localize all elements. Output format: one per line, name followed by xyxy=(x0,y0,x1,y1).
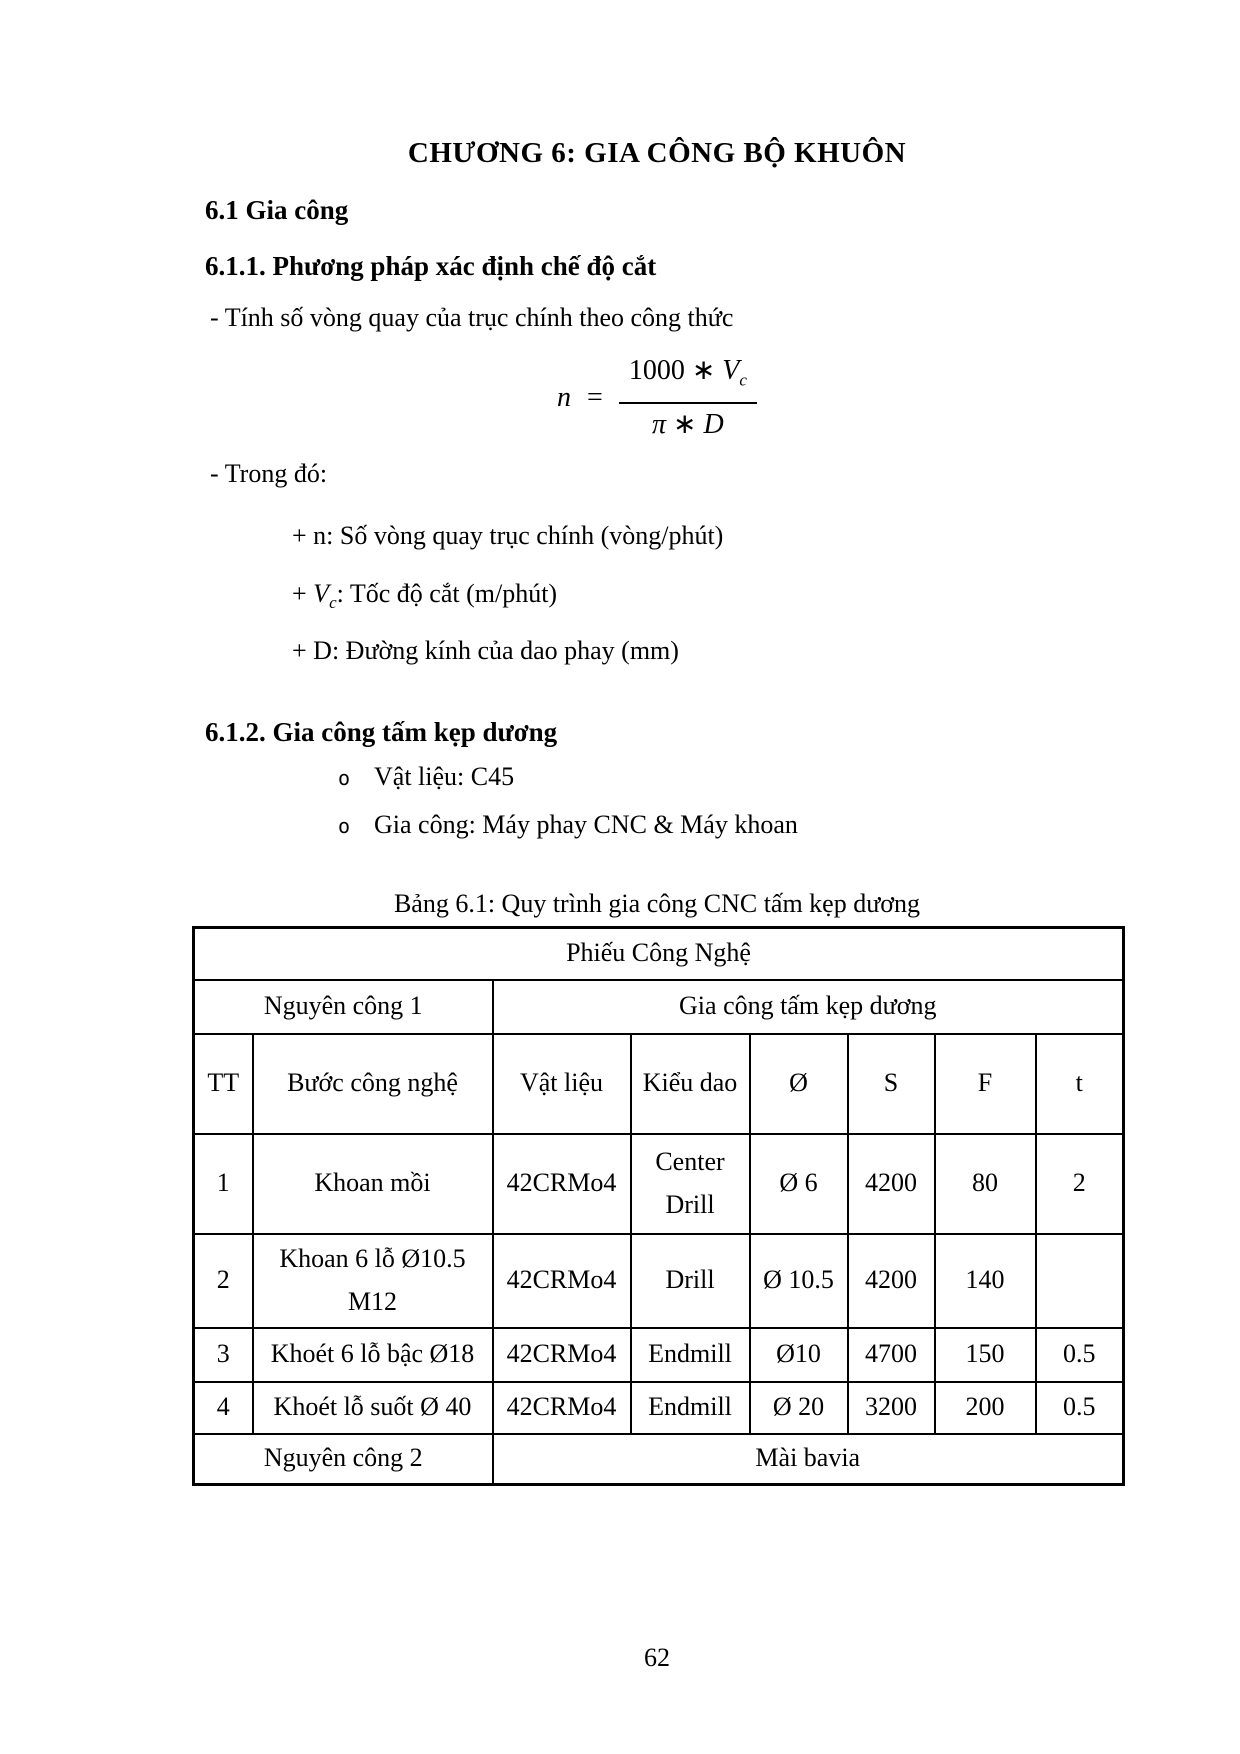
cell-t: 2 xyxy=(1036,1134,1124,1234)
circle-bullet-icon: o xyxy=(338,813,351,838)
definition-vc-text: : Tốc độ cắt (m/phút) xyxy=(336,578,558,608)
cell-step: Khoét 6 lỗ bậc Ø18 xyxy=(253,1328,493,1382)
table-row xyxy=(194,1234,1124,1328)
formula-numerator xyxy=(619,356,757,404)
formula-vc-subscript: c xyxy=(739,370,747,390)
spindle-speed-formula xyxy=(192,356,1122,440)
cell-s: 3200 xyxy=(848,1382,935,1434)
formula-fraction xyxy=(619,356,757,440)
process-sheet-table xyxy=(192,926,1125,1486)
table-title-row xyxy=(194,927,1124,980)
table-caption: Bảng 6.1: Quy trình gia công CNC tấm kẹp dương xyxy=(393,888,921,918)
operation-2-label-cell: Nguyên công 2 xyxy=(194,1434,493,1485)
column-header-row xyxy=(194,1034,1124,1134)
table-row xyxy=(194,1134,1124,1234)
cell-t xyxy=(1036,1234,1124,1328)
definition-n: + n: Số vòng quay trục chính (vòng/phút) xyxy=(292,520,724,550)
cell-s: 4200 xyxy=(848,1134,935,1234)
cell-material: 42CRMo4 xyxy=(493,1234,631,1328)
header-diameter: Ø xyxy=(750,1034,848,1134)
bullet-material-text: Vật liệu: C45 xyxy=(374,761,515,791)
cell-f: 80 xyxy=(935,1134,1036,1234)
cell-s: 4700 xyxy=(848,1328,935,1382)
definition-vc-subscript: c xyxy=(329,592,337,612)
definition-vc xyxy=(292,578,1240,619)
formula-d-variable: D xyxy=(703,408,724,440)
cell-diameter: Ø10 xyxy=(750,1328,848,1382)
cell-f: 200 xyxy=(935,1382,1036,1434)
formula-vc-variable: V xyxy=(722,355,740,386)
cell-material: 42CRMo4 xyxy=(493,1134,631,1234)
cell-f: 140 xyxy=(935,1234,1036,1328)
header-step: Bước công nghệ xyxy=(253,1034,493,1134)
cell-tool-type: Endmill xyxy=(631,1382,750,1434)
operation-1-value-cell: Gia công tấm kẹp dương xyxy=(493,980,1124,1034)
header-f: F xyxy=(935,1034,1036,1134)
operation-2-value-cell: Mài bavia xyxy=(493,1434,1124,1485)
bullet-machining xyxy=(338,809,1240,842)
operation-2-row xyxy=(194,1434,1124,1485)
cell-diameter: Ø 20 xyxy=(750,1382,848,1434)
definition-d: + D: Đường kính của dao phay (mm) xyxy=(292,635,679,665)
cell-material: 42CRMo4 xyxy=(493,1382,631,1434)
cell-t: 0.5 xyxy=(1036,1328,1124,1382)
formula-intro-text: - Tính số vòng quay của trục chính theo công thức xyxy=(210,303,734,332)
cell-material: 42CRMo4 xyxy=(493,1328,631,1382)
definition-vc-prefix: + xyxy=(292,578,314,608)
cell-diameter: Ø 10.5 xyxy=(750,1234,848,1328)
cell-tt: 4 xyxy=(194,1382,253,1434)
section-6-1-2-heading: 6.1.2. Gia công tấm kẹp dương xyxy=(205,716,558,747)
header-material: Vật liệu xyxy=(493,1034,631,1134)
chapter-title: CHƯƠNG 6: GIA CÔNG BỘ KHUÔN xyxy=(407,137,907,169)
cell-tool-type: Drill xyxy=(631,1234,750,1328)
cell-step: Khoan 6 lỗ Ø10.5 M12 xyxy=(253,1234,493,1328)
operation-1-label-cell: Nguyên công 1 xyxy=(194,980,493,1034)
multiply-operator: ∗ xyxy=(666,408,704,440)
cell-diameter: Ø 6 xyxy=(750,1134,848,1234)
formula-constant: 1000 xyxy=(628,355,685,386)
page-number: 62 xyxy=(644,1642,670,1672)
header-t: t xyxy=(1036,1034,1124,1134)
bullet-material xyxy=(338,761,1240,794)
where-clause-text: - Trong đó: xyxy=(210,458,328,488)
formula-denominator xyxy=(619,404,757,440)
header-tool-type: Kiểu dao xyxy=(631,1034,750,1134)
definition-vc-variable: V xyxy=(313,578,330,608)
section-6-1-1-heading: 6.1.1. Phương pháp xác định chế độ cắt xyxy=(205,251,657,281)
cell-tool-type: Center Drill xyxy=(631,1134,750,1234)
cell-tt: 1 xyxy=(194,1134,253,1234)
cell-step: Khoan mồi xyxy=(253,1134,493,1234)
formula-lhs: n xyxy=(557,381,572,413)
cell-s: 4200 xyxy=(848,1234,935,1328)
cell-tt: 2 xyxy=(194,1234,253,1328)
cell-t: 0.5 xyxy=(1036,1382,1124,1434)
table-row xyxy=(194,1382,1124,1434)
header-tt: TT xyxy=(194,1034,253,1134)
header-s: S xyxy=(848,1034,935,1134)
cell-f: 150 xyxy=(935,1328,1036,1382)
operation-1-row xyxy=(194,980,1124,1034)
sheet-title-cell: Phiếu Công Nghệ xyxy=(194,927,1124,980)
multiply-operator: ∗ xyxy=(684,355,723,386)
formula-pi-symbol: π xyxy=(652,408,667,440)
circle-bullet-icon: o xyxy=(338,765,351,790)
cell-tool-type: Endmill xyxy=(631,1328,750,1382)
section-6-1-heading: 6.1 Gia công xyxy=(205,195,349,225)
cell-tt: 3 xyxy=(194,1328,253,1382)
cell-step: Khoét lỗ suốt Ø 40 xyxy=(253,1382,493,1434)
formula-equals-sign: = xyxy=(587,381,603,413)
table-row xyxy=(194,1328,1124,1382)
bullet-machining-text: Gia công: Máy phay CNC & Máy khoan xyxy=(374,809,798,839)
